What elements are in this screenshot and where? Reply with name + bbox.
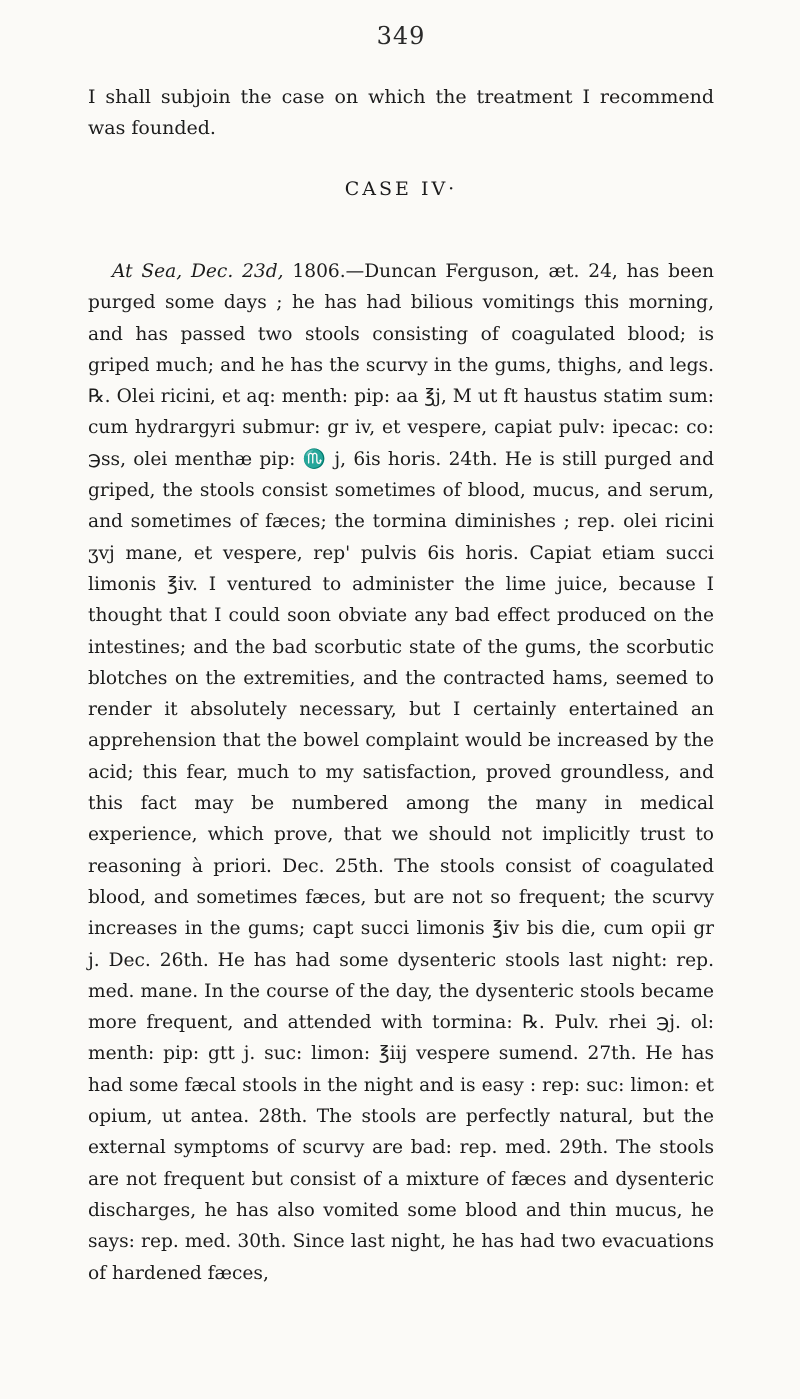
case-text: 1806.—Duncan Ferguson, æt. 24, has been purged some days ; he has had bilious vomitings this morning, and has passed two stools consisting of coagulated blood; is griped much; and he has the scurvy in the gums, thighs, and legs. ℞. Olei ricini, et aq: menth: pip: aa ℥j, M ut ft haustus statim sum: cum hydrargyri submur: gr iv, et vespere, capiat pulv: ipecac: co: ℈ss, olei menthæ pip: ♏ j, 6is horis. 24th. He is still purged and griped, the stools consist sometimes of blood, mucus, and serum, and sometimes of fæces; the tormina diminishes ; rep. olei ricini ʒvj mane, et vespere, rep' pulvis 6is horis. Capiat etiam succi limonis ℥iv. I ventured to administer the lime juice, because I thought that I could soon obviate any bad effect produced on the intestines; and the bad scorbutic state of the gums, the scorbutic blotches on the extremities, and the contracted hams, seemed to render it absolutely necessary, but I certainly entertained an apprehension that the bowel complaint would be increased by the acid; this fear, much to my satisfaction, proved groundless, and this fact may be numbered among the many in medical experience, which prove, that we should not implicitly trust to reasoning à priori. Dec. 25th. The stools consist of coagulated blood, and sometimes fæces, but are not so frequent; the scurvy increases in the gums; capt succi limonis ℥iv bis die, cum opii gr j. Dec. 26th. He has had some dysenteric stools last night: rep. med. mane. In the course of the day, the dysenteric stools became more frequent, and attended with tormina: ℞. Pulv. rhei ℈j. ol: menth: pip: gtt j. suc: limon: ℥iij vespere sumend. 27th. He has had some fæcal stools in the night and is easy : rep: suc: limon: et opium, ut antea. 28th. The stools are perfectly natural, but the external symptoms of scurvy are bad: rep. med. 29th. The stools are not frequent but consist of a mixture of fæces and dysenteric discharges, he has also vomited some blood and thin mucus, he says: rep. med. 30th. Since last night, he has had two evacuations of hardened fæces,: [88, 261, 715, 1284]
case-body: [88, 256, 714, 1289]
page-number: 349: [376, 22, 426, 50]
case-heading: CASE IV·: [344, 178, 458, 200]
case-dateline: At Sea, Dec. 23d,: [112, 261, 284, 282]
intro-paragraph: [88, 82, 714, 144]
intro-text: I shall subjoin the case on which the treatment I recommend was founded.: [88, 86, 714, 139]
book-page: [88, 0, 714, 1399]
case-paragraph: [88, 256, 714, 1289]
